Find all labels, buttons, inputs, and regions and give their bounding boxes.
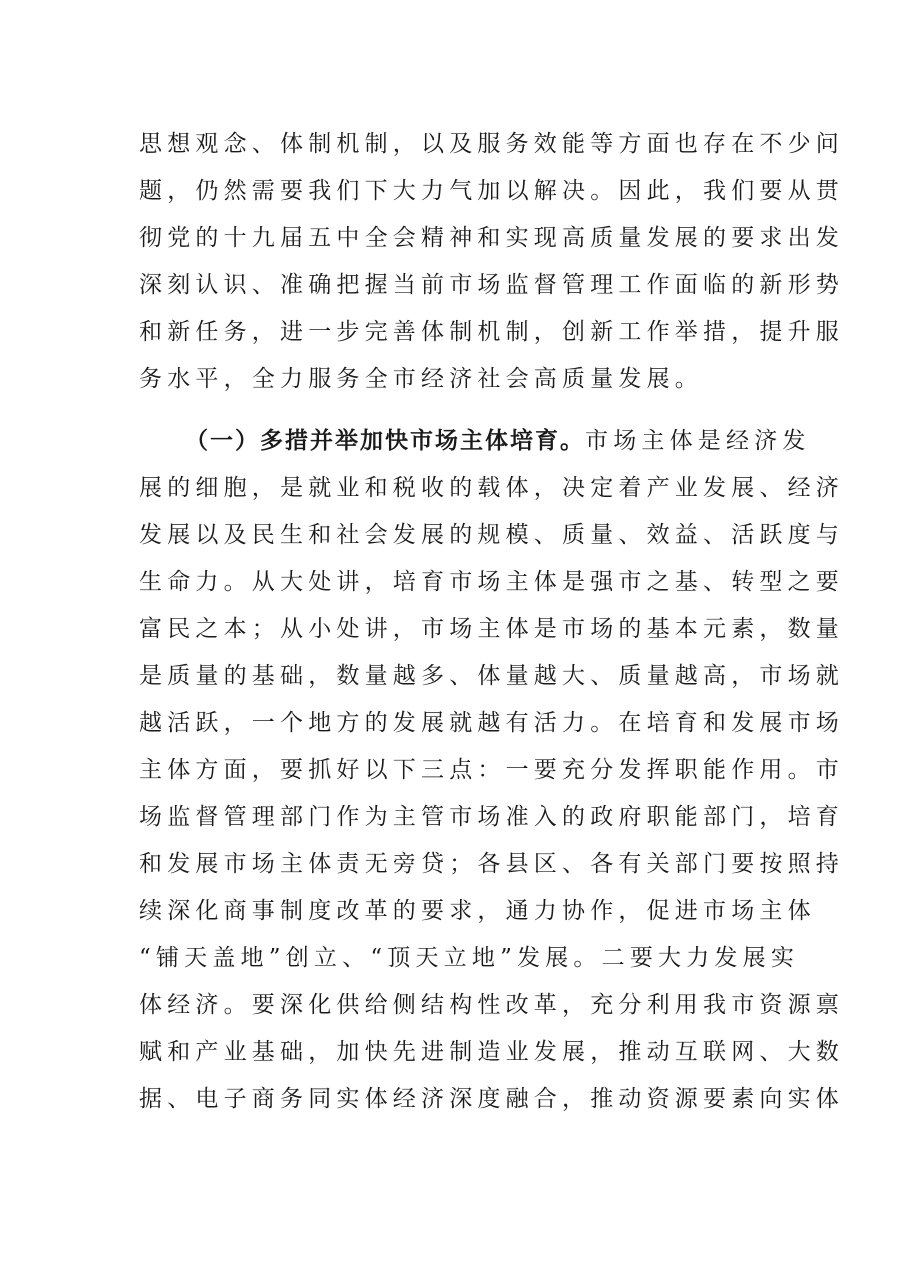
text-line: 生命力。从大处讲，培育市场主体是强市之基、转型之要 — [139, 569, 844, 595]
text-line: 思想观念、体制机制，以及服务效能等方面也存在不少问 — [139, 131, 844, 157]
text-line: 据、电子商务同实体经济深度融合，推动资源要素向实体 — [139, 1086, 844, 1112]
text-line-first — [139, 418, 811, 465]
text-line: 和新任务，进一步完善体制机制，创新工作举措，提升服 — [139, 319, 844, 345]
text-line: 体经济。要深化供给侧结构性改革，充分利用我市资源禀 — [139, 992, 844, 1018]
text-line: 发展以及民生和社会发展的规模、质量、效益、活跃度与 — [139, 522, 844, 548]
text-line: 务水平，全力服务全市经济社会高质量发展。 — [139, 366, 703, 392]
paragraph-2 — [139, 418, 844, 1123]
text-line: 深刻认识、准确把握当前市场监督管理工作面临的新形势 — [139, 272, 844, 298]
text-line: “铺天盖地”创立、“顶天立地”发展。二要大力发展实 — [139, 945, 800, 971]
text-line: 题，仍然需要我们下大力气加以解决。因此，我们要从贯 — [139, 178, 844, 204]
heading-continuation: 市场主体是经济发 — [585, 428, 811, 454]
text-line: 展的细胞，是就业和税收的载体，决定着产业发展、经济 — [139, 475, 844, 501]
text-line: 和发展市场主体责无旁贷；各县区、各有关部门要按照持 — [139, 851, 844, 877]
text-line: 续深化商事制度改革的要求，通力协作，促进市场主体 — [139, 898, 816, 924]
paragraph-1 — [139, 121, 844, 403]
text-line: 主体方面，要抓好以下三点：一要充分发挥职能作用。市 — [139, 757, 844, 783]
text-line: 是质量的基础，数量越多、体量越大、质量越高，市场就 — [139, 663, 844, 689]
text-line: 富民之本；从小处讲，市场主体是市场的基本元素，数量 — [139, 616, 844, 642]
text-line: 场监督管理部门作为主管市场准入的政府职能部门，培育 — [139, 804, 844, 830]
text-line: 彻党的十九届五中全会精神和实现高质量发展的要求出发 — [139, 225, 844, 251]
text-line: 越活跃，一个地方的发展就越有活力。在培育和发展市场 — [139, 710, 844, 736]
section-heading: （一）多措并举加快市场主体培育。 — [185, 428, 585, 454]
text-line: 赋和产业基础，加快先进制造业发展，推动互联网、大数 — [139, 1039, 844, 1065]
